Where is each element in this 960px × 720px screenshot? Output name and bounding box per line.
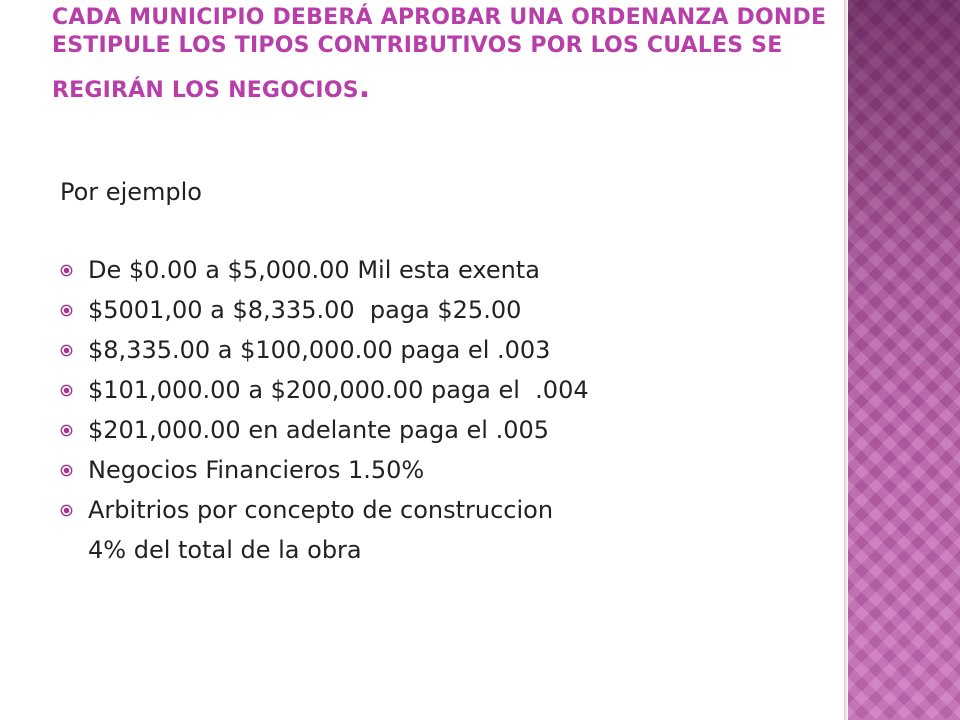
target-circle-icon [60, 384, 73, 397]
list-item [60, 490, 820, 530]
target-circle-icon [60, 504, 73, 517]
bullet-text: De $0.00 a $5,000.00 Mil esta exenta [88, 256, 540, 284]
title-period: . [358, 70, 371, 105]
list-item [60, 450, 820, 490]
target-circle-icon [60, 304, 73, 317]
title-line-1: CADA MUNICIPIO DEBERÁ APROBAR UNA ORDENANZA DONDE [52, 5, 827, 30]
target-circle-icon [60, 464, 73, 477]
bullet-list [60, 250, 820, 530]
slide-content [60, 172, 820, 570]
bullet-text: $101,000.00 a $200,000.00 paga el .004 [88, 376, 589, 404]
intro-text: Por ejemplo [60, 178, 202, 206]
title-line-2: ESTIPULE LOS TIPOS CONTRIBUTIVOS POR LOS CUALES SE [52, 33, 783, 58]
target-circle-icon [60, 264, 73, 277]
bullet-text: $8,335.00 a $100,000.00 paga el .003 [88, 336, 551, 364]
target-circle-icon [60, 424, 73, 437]
bullet-continuation: 4% del total de la obra [88, 536, 362, 564]
list-item [60, 290, 820, 330]
bullet-text: $201,000.00 en adelante paga el .005 [88, 416, 550, 444]
list-item [60, 330, 820, 370]
bullet-text: Negocios Financieros 1.50% [88, 456, 425, 484]
target-circle-icon [60, 344, 73, 357]
bullet-text: Arbitrios por concepto de construccion [88, 496, 554, 524]
slide-title [52, 4, 832, 105]
decorative-side-band [848, 0, 960, 720]
title-line-3: REGIRÁN LOS NEGOCIOS [52, 78, 359, 103]
list-item [60, 410, 820, 450]
bullet-text: $5001,00 a $8,335.00 paga $25.00 [88, 296, 522, 324]
list-item [60, 250, 820, 290]
list-item [60, 370, 820, 410]
title-line-3-wrap [52, 70, 832, 105]
